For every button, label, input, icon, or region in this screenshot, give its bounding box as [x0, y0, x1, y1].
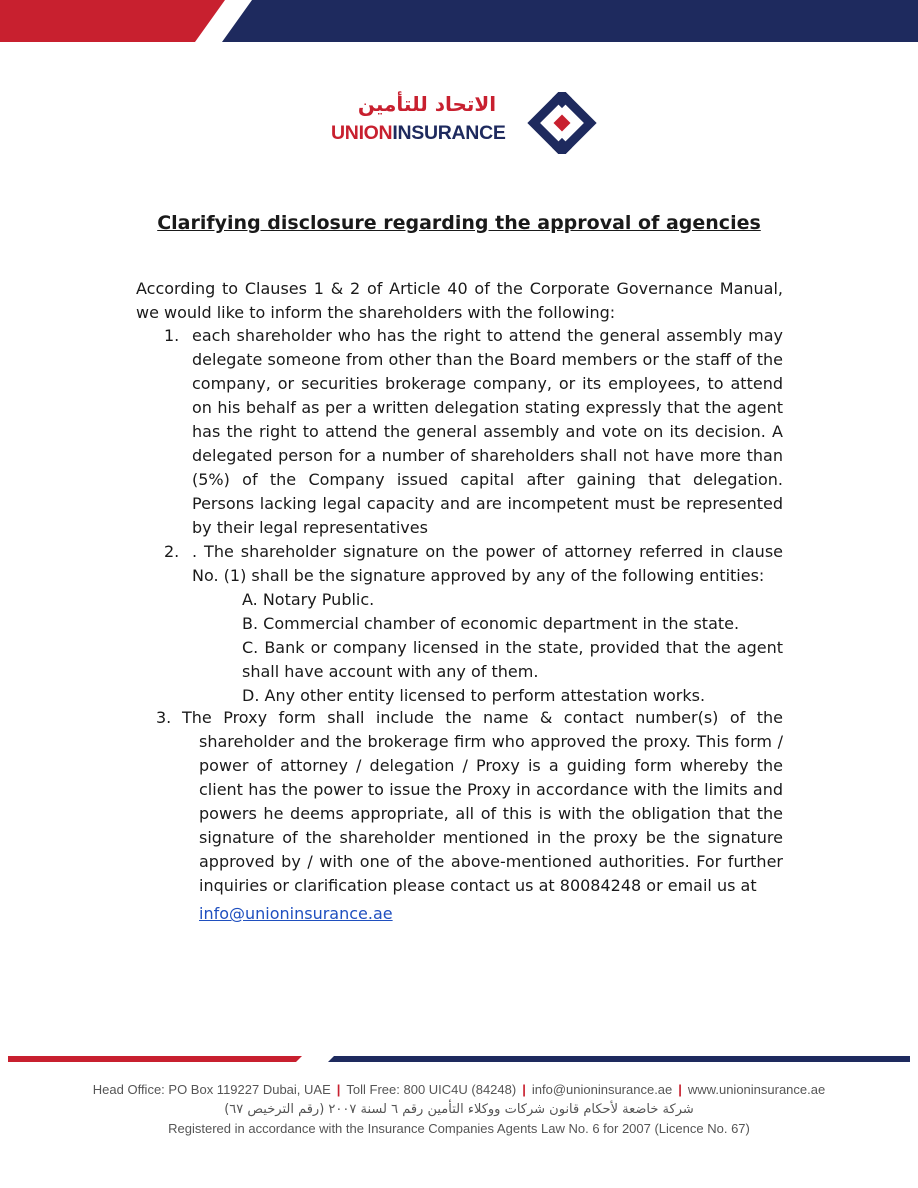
- document-title: Clarifying disclosure regarding the approval of agencies: [157, 212, 761, 234]
- footer-arabic-registration: شركة خاضعة لأحكام قانون شركات ووكلاء التأمين رقم ٦ لسنة ٢٠٠٧ (رقم الترخيص ٦٧): [224, 1102, 694, 1117]
- footer-head-office: Head Office: PO Box 119227 Dubai, UAE: [92, 1082, 331, 1097]
- sub-item-b: B. Commercial chamber of economic department in the state.: [242, 614, 740, 633]
- sub-item-d: D. Any other entity licensed to perform attestation works.: [242, 686, 706, 705]
- footer-separator: |: [678, 1082, 682, 1097]
- logo-arabic-text: الاتحاد للتأمين: [357, 92, 497, 116]
- header-banner-navy: [220, 0, 918, 42]
- footer-separator: |: [336, 1082, 341, 1097]
- header-banner: [0, 0, 918, 42]
- company-logo: [328, 92, 600, 154]
- footer-toll-free: Toll Free: 800 UIC4U (84248): [346, 1082, 517, 1097]
- footer-banner-red: [8, 1056, 302, 1062]
- union-insurance-diamond-logo-icon: [526, 92, 598, 154]
- logo-insurance-text: INSURANCE: [392, 122, 506, 144]
- list-item-3-first-line: The Proxy form shall include the name & contact number(s) of the: [182, 708, 783, 727]
- header-banner-red: [0, 0, 225, 42]
- list-number-1: 1.: [164, 326, 180, 345]
- list-item-3: shareholder and the brokerage firm who approved the proxy. This form / power of attorney / delegation / Proxy is a guiding form whereby the client has the power to issue the Proxy in accordance with the limits and powers he deems appropriate, all of this is with the obligation that the signature of the shareholder mentioned in the proxy be the signature approved by / with one of the above-mentioned authorities. For further inquiries or clarification please contact us at 80084248 or email us at: [199, 732, 783, 895]
- contact-email-link[interactable]: info@unioninsurance.ae: [199, 904, 393, 923]
- footer-banner-navy: [328, 1056, 910, 1062]
- footer-separator: |: [522, 1082, 526, 1097]
- list-number-2: 2.: [164, 542, 180, 561]
- logo-union-text: UNION: [331, 122, 393, 144]
- footer-website[interactable]: www.unioninsurance.ae: [687, 1082, 826, 1097]
- intro-paragraph: According to Clauses 1 & 2 of Article 40 of the Corporate Governance Manual, we would like to inform the shareholders with the following:: [136, 279, 783, 322]
- footer-contact-line: [0, 1082, 918, 1097]
- footer-registration: Registered in accordance with the Insurance Companies Agents Law No. 6 for 2007 (Licence No. 67): [168, 1121, 750, 1136]
- footer-banner: [0, 1054, 918, 1068]
- list-item-2: . The shareholder signature on the power of attorney referred in clause No. (1) shall be the signature approved by any of the following entities:: [192, 542, 783, 585]
- sub-item-a: A. Notary Public.: [242, 590, 375, 609]
- list-item-1: each shareholder who has the right to attend the general assembly may delegate someone from other than the Board members or the staff of the company, or securities brokerage company, or its employees, to attend on his behalf as per a written delegation stating expressly that the agent has the right to attend the general assembly and vote on its decision. A delegated person for a number of shareholders shall not have more than (5%) of the Company issued capital after gaining that delegation. Persons lacking legal capacity and are incompetent must be represented by their legal representatives: [192, 326, 783, 537]
- footer-email[interactable]: info@unioninsurance.ae: [531, 1082, 673, 1097]
- logo-english-text: [331, 122, 506, 145]
- list-number-3: 3.: [156, 708, 172, 727]
- sub-item-c: C. Bank or company licensed in the state, provided that the agent shall have account with any of them.: [242, 638, 783, 681]
